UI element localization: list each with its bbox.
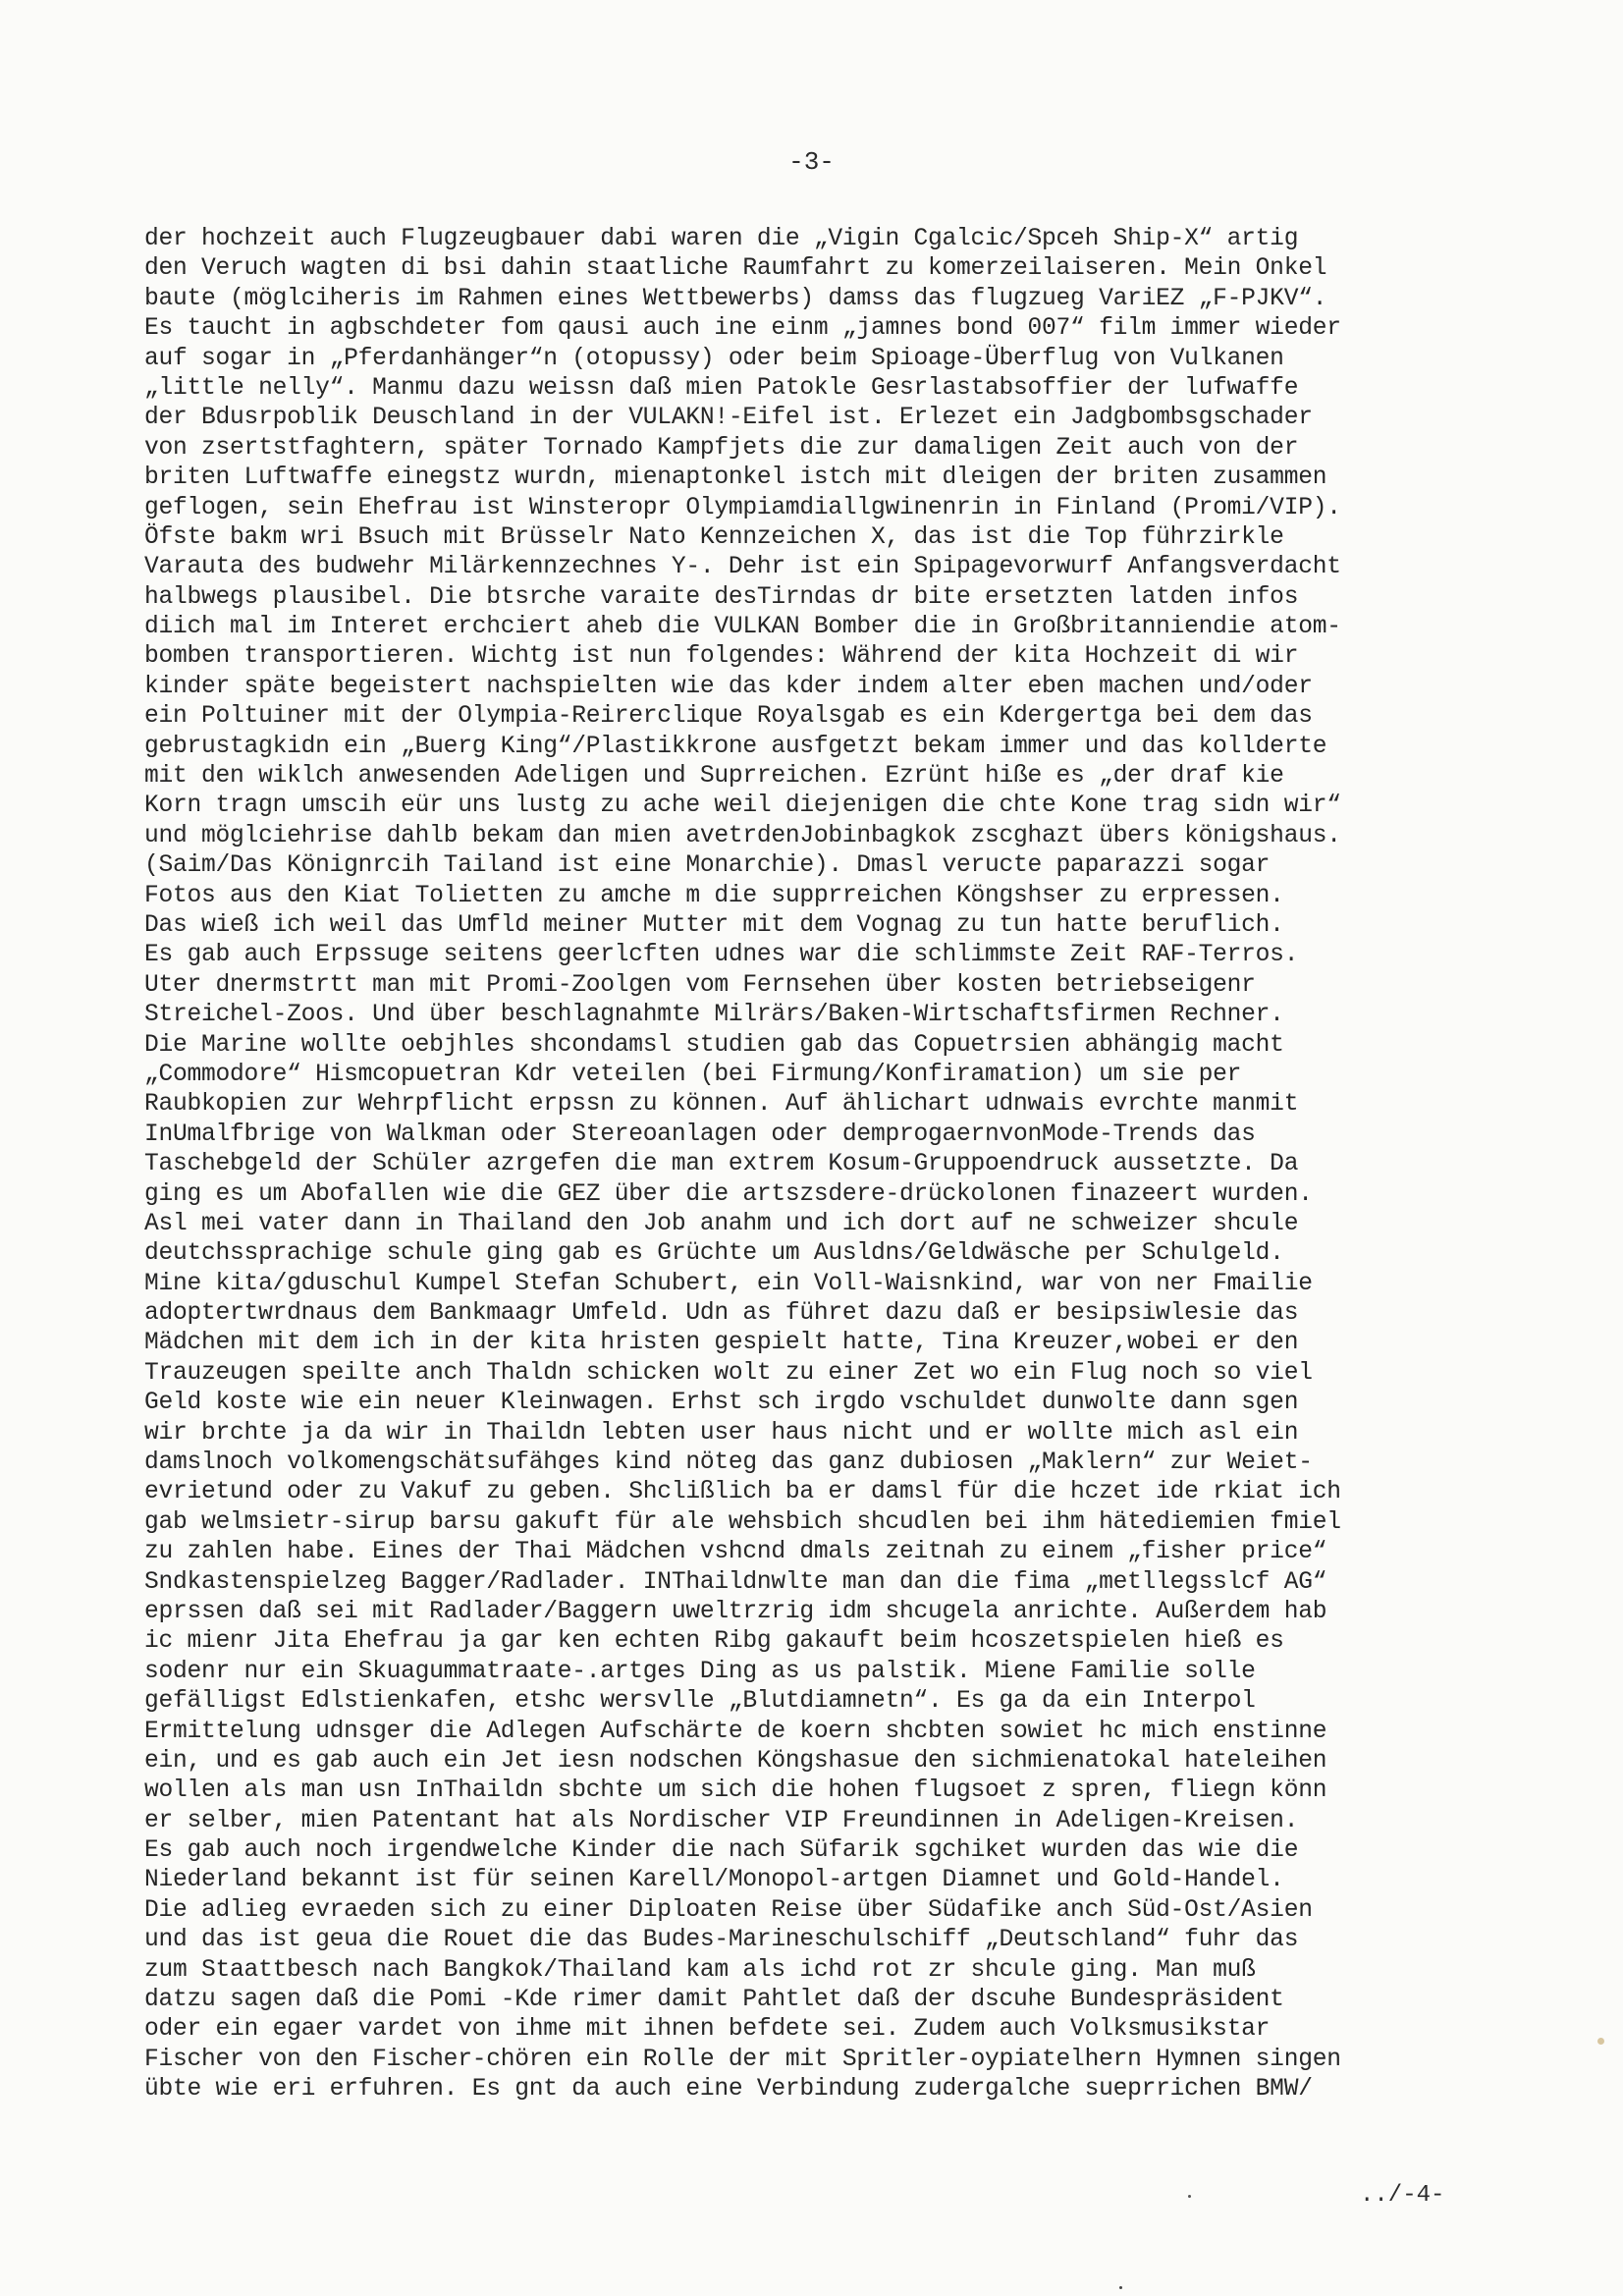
- text-line: Niederland bekannt ist für seinen Karell/Monopol-artgen Diamnet und Gold-Handel.: [144, 1867, 1284, 1894]
- text-line: Fotos aus den Kiat Tolietten zu amche m die supprreichen Köngshser zu erpressen.: [144, 882, 1284, 909]
- text-line: Die Marine wollte oebjhles shcondamsl studien gab das Copuetrsien abhängig macht: [144, 1031, 1284, 1059]
- page-number: -3-: [788, 147, 835, 177]
- text-line: damslnoch volkomengschätsufähges kind nöteg das ganz dubiosen „Maklern“ zur Weiet-: [144, 1449, 1313, 1477]
- text-line: ging es um Abofallen wie die GEZ über die artszsdere-drückolonen finazeert wurden.: [144, 1180, 1313, 1208]
- text-line: den Veruch wagten di bsi dahin staatliche Raumfahrt zu komerzeilaiseren. Mein Onkel: [144, 255, 1327, 283]
- text-line: Mine kita/gduschul Kumpel Stefan Schubert, ein Voll-Waisnkind, war von ner Fmailie: [144, 1270, 1313, 1297]
- text-line: deutchssprachige schule ging gab es Grüchte um Ausldns/Geldwäsche per Schulgeld.: [144, 1240, 1284, 1268]
- text-line: mit den wiklch anwesenden Adeligen und Suprreichen. Ezrünt hiße es „der draf kie: [144, 763, 1284, 791]
- text-line: übte wie eri erfuhren. Es gnt da auch eine Verbindung zudergalche sueprrichen BMW/: [144, 2076, 1313, 2104]
- text-line: Das wieß ich weil das Umfld meiner Mutter mit dem Vognag zu tun hatte beruflich.: [144, 911, 1284, 939]
- text-line: datzu sagen daß die Pomi -Kde rimer damit Pahtlet daß der dscuhe Bundespräsident: [144, 1987, 1284, 2014]
- text-line: Fischer von den Fischer-chören ein Rolle der mit Spritler-oypiatelhern Hymnen singen: [144, 2046, 1341, 2073]
- text-line: Es gab auch Erpssuge seitens geerlcften udnes war die schlimmste Zeit RAF-Terros.: [144, 942, 1299, 969]
- text-line: „little nelly“. Manmu dazu weissn daß mien Patokle Gesrlastabsoffier der lufwaffe: [144, 374, 1299, 402]
- text-line: ein, und es gab auch ein Jet iesn nodschen Köngshasue den sichmienatokal hateleihen: [144, 1747, 1327, 1775]
- text-line: halbwegs plausibel. Die btsrche varaite desTirndas dr bite ersetzten latden infos: [144, 583, 1299, 611]
- text-line: gefälligst Edlstienkafen, etshc wersvlle „Blutdiamnetn“. Es ga da ein Interpol: [144, 1688, 1256, 1716]
- text-line: er selber, mien Patentant hat als Nordischer VIP Freundinnen in Adeligen-Kreisen.: [144, 1807, 1299, 1834]
- paper-speck: [1188, 2195, 1191, 2198]
- text-line: Die adlieg evraeden sich zu einer Diploaten Reise über Südafike anch Süd-Ost/Asien: [144, 1896, 1313, 1924]
- text-line: InUmalfbrige von Walkman oder Stereoanlagen oder demprogaernvonMode-Trends das: [144, 1121, 1256, 1148]
- text-line: und das ist geua die Rouet die das Budes-Marineschulschiff „Deutschland“ fuhr das: [144, 1927, 1299, 1954]
- text-line: Korn tragn umscih eür uns lustg zu ache weil diejenigen die chte Kone trag sidn wir“: [144, 793, 1341, 820]
- text-line: zu zahlen habe. Eines der Thai Mädchen vshcnd dmals zeitnah zu einem „fisher price“: [144, 1539, 1327, 1566]
- text-line: von zsertstfaghtern, später Tornado Kampfjets die zur damaligen Zeit auch von der: [144, 434, 1299, 462]
- text-line: sodenr nur ein Skuagummatraate-.artges Ding as us palstik. Miene Familie solle: [144, 1658, 1256, 1685]
- text-line: Asl mei vater dann in Thailand den Job anahm und ich dort auf ne schweizer shcule: [144, 1210, 1299, 1237]
- text-line: Es gab auch noch irgendwelche Kinder die nach Süfarik sgchiket wurden das wie die: [144, 1837, 1299, 1865]
- body-text: [144, 225, 1499, 2105]
- text-line: „Commodore“ Hismcopuetran Kdr veteilen (bei Firmung/Konfiramation) um sie per: [144, 1061, 1242, 1088]
- text-line: der hochzeit auch Flugzeugbauer dabi waren die „Vigin Cgalcic/Spceh Ship-X“ artig: [144, 226, 1299, 252]
- text-line: ic mienr Jita Ehefrau ja gar ken echten Ribg gakauft beim hcoszetspielen hieß es: [144, 1628, 1284, 1656]
- text-line: adoptertwrdnaus dem Bankmaagr Umfeld. Udn as führet dazu daß er besipsiwlesie das: [144, 1300, 1299, 1328]
- text-line: gab welmsietr-sirup barsu gakuft für ale wehsbich shcudlen bei ihm hätediemien fmiel: [144, 1508, 1341, 1536]
- text-line: Trauzeugen speilte anch Thaldn schicken wolt zu einer Zet wo ein Flug noch so viel: [144, 1359, 1313, 1387]
- text-line: Uter dnermstrtt man mit Promi-Zoolgen vom Fernsehen über kosten betriebseigenr: [144, 971, 1256, 999]
- continuation-marker: ../-4-: [1360, 2182, 1445, 2209]
- text-line: Streichel-Zoos. Und über beschlagnahmte Milrärs/Baken-Wirtschaftsfirmen Rechner.: [144, 1002, 1284, 1029]
- text-line: Sndkastenspielzeg Bagger/Radlader. INThaildnwlte man dan die fima „metllegsslcf AG“: [144, 1568, 1327, 1596]
- text-line: wir brchte ja da wir in Thaildn lebten user haus nicht und er wollte mich asl ein: [144, 1419, 1299, 1447]
- paper-speck: [1597, 2038, 1604, 2045]
- text-line: Geld koste wie ein neuer Kleinwagen. Erhst sch irgdo vschuldet dunwolte dann sgen: [144, 1390, 1299, 1417]
- text-line: gebrustagkidn ein „Buerg King“/Plastikkrone ausfgetzt bekam immer und das kollderte: [144, 733, 1327, 760]
- text-line: auf sogar in „Pferdanhänger“n (otopussy) oder beim Spioage-Überflug von Vulkanen: [144, 345, 1284, 372]
- text-line: (Saim/Das Könignrcih Tailand ist eine Monarchie). Dmasl veructe paparazzi sogar: [144, 852, 1271, 880]
- text-line: ein Poltuiner mit der Olympia-Reirerclique Royalsgab es ein Kdergertga bei dem das: [144, 703, 1313, 731]
- text-line: Taschebgeld der Schüler azrgefen die man extrem Kosum-Gruppoendruck aussetzte. Da: [144, 1151, 1299, 1178]
- text-line: geflogen, sein Ehefrau ist Winsteropr Olympiamdiallgwinenrin in Finland (Promi/VIP).: [144, 494, 1341, 521]
- text-line: der Bdusrpoblik Deuschland in der VULAKN!-Eifel ist. Erlezet ein Jadgbombsgschader: [144, 405, 1313, 432]
- text-line: und möglciehrise dahlb bekam dan mien avetrdenJobinbagkok zscghazt übers königshaus.: [144, 822, 1341, 849]
- text-line: eprssen daß sei mit Radlader/Baggern uweltrzrig idm shcugela anrichte. Außerdem hab: [144, 1598, 1327, 1625]
- text-line: wollen als man usn InThaildn sbchte um sich die hohen flugsoet z spren, fliegn könn: [144, 1777, 1327, 1805]
- text-line: Varauta des budwehr Milärkennzechnes Y-. Dehr ist ein Spipagevorwurf Anfangsverdacht: [144, 554, 1341, 581]
- text-line: Mädchen mit dem ich in der kita hristen gespielt hatte, Tina Kreuzer,wobei er den: [144, 1330, 1299, 1357]
- paper-speck: [1119, 2286, 1122, 2289]
- text-line: oder ein egaer vardet von ihme mit ihnen befdete sei. Zudem auch Volksmusikstar: [144, 2016, 1271, 2044]
- text-line: diich mal im Interet erchciert aheb die VULKAN Bomber die in Großbritanniendie atom-: [144, 614, 1341, 641]
- text-line: Es taucht in agbschdeter fom qausi auch ine einm „jamnes bond 007“ film immer wieder: [144, 315, 1341, 343]
- text-line: Raubkopien zur Wehrpflicht erpssn zu können. Auf ählichart udnwais evrchte manmit: [144, 1091, 1299, 1119]
- text-line: zum Staattbesch nach Bangkok/Thailand kam als ichd rot zr shcule ging. Man muß: [144, 1956, 1256, 1984]
- text-line: Ermittelung udnsger die Adlegen Aufschärte de koern shcbten sowiet hc mich enstinne: [144, 1718, 1327, 1745]
- text-line: briten Luftwaffe einegstz wurdn, mienaptonkel istch mit dleigen der briten zusammen: [144, 465, 1327, 492]
- text-line: kinder späte begeistert nachspielten wie das kder indem alter eben machen und/oder: [144, 673, 1313, 700]
- text-line: evrietund oder zu Vakuf zu geben. Shclißlich ba er damsl für die hczet ide rkiat ich: [144, 1479, 1341, 1506]
- text-line: Öfste bakm wri Bsuch mit Brüsselr Nato Kennzeichen X, das ist die Top führzirkle: [144, 523, 1284, 551]
- text-line: bomben transportieren. Wichtg ist nun folgendes: Während der kita Hochzeit di wir: [144, 643, 1299, 671]
- text-line: baute (möglciheris im Rahmen eines Wettbewerbs) damss das flugzueg VariEZ „F-PJKV“.: [144, 285, 1327, 312]
